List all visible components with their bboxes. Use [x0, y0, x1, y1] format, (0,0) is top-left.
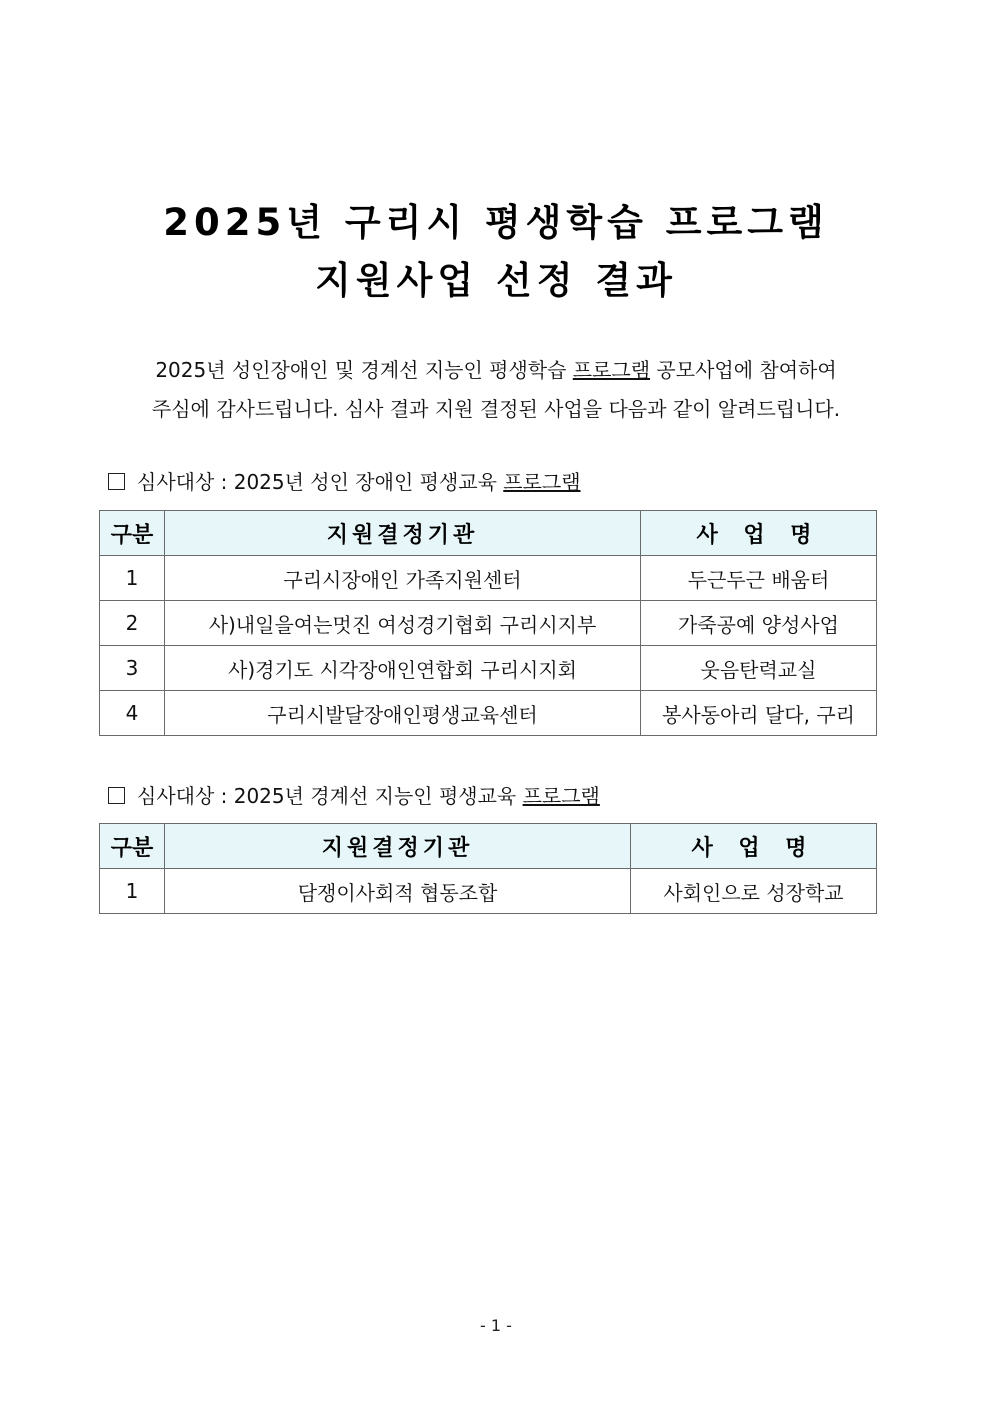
cell-number: 1	[100, 556, 165, 601]
header-category: 구분	[100, 824, 165, 869]
cell-number: 2	[100, 601, 165, 646]
selection-table-2	[99, 823, 877, 914]
table-row	[100, 869, 877, 914]
cell-project: 두근두근 배움터	[641, 556, 877, 601]
checkbox-square-icon	[108, 787, 125, 804]
cell-project: 봉사동아리 달다, 구리	[641, 691, 877, 736]
section-1-text: 심사대상 : 2025년 성인 장애인 평생교육	[137, 470, 504, 494]
selection-table-1	[99, 510, 877, 736]
table-header-row	[100, 511, 877, 556]
intro-text-a: 2025년 성인장애인 및 경계선 지능인 평생학습	[155, 358, 573, 382]
title-line-1: 2025년 구리시 평생학습 프로그램	[163, 201, 829, 244]
intro-line-1	[0, 354, 992, 383]
cell-project: 가죽공예 양성사업	[641, 601, 877, 646]
checkbox-square-icon	[108, 473, 125, 490]
cell-organization: 사)내일을여는멋진 여성경기협회 구리시지부	[165, 601, 641, 646]
section-heading-1	[108, 466, 581, 495]
cell-number: 4	[100, 691, 165, 736]
intro-line-2: 주심에 감사드립니다. 심사 결과 지원 결정된 사업을 다음과 같이 알려드립니다.	[151, 397, 841, 421]
cell-organization: 사)경기도 시각장애인연합회 구리시지회	[165, 646, 641, 691]
header-project-name: 사 업 명	[631, 824, 877, 869]
header-project-name: 사 업 명	[641, 511, 877, 556]
table-row	[100, 556, 877, 601]
title-line-2: 지원사업 선정 결과	[315, 259, 677, 302]
header-category: 구분	[100, 511, 165, 556]
table-row	[100, 646, 877, 691]
header-organization: 지원결정기관	[165, 824, 631, 869]
cell-project: 웃음탄력교실	[641, 646, 877, 691]
section-heading-2	[108, 780, 600, 809]
section-2-underlined: 프로그램	[522, 784, 600, 808]
intro-text-b: 공모사업에 참여하여	[650, 358, 837, 382]
header-organization: 지원결정기관	[165, 511, 641, 556]
table-row	[100, 691, 877, 736]
cell-organization: 구리시발달장애인평생교육센터	[165, 691, 641, 736]
cell-number: 3	[100, 646, 165, 691]
table-row	[100, 601, 877, 646]
page-number: - 1 -	[480, 1316, 512, 1335]
section-1-underlined: 프로그램	[503, 470, 581, 494]
section-2-text: 심사대상 : 2025년 경계선 지능인 평생교육	[137, 784, 523, 808]
table-header-row	[100, 824, 877, 869]
cell-organization: 구리시장애인 가족지원센터	[165, 556, 641, 601]
cell-project: 사회인으로 성장학교	[631, 869, 877, 914]
cell-organization: 담쟁이사회적 협동조합	[165, 869, 631, 914]
intro-text-underlined: 프로그램	[572, 358, 651, 382]
cell-number: 1	[100, 869, 165, 914]
